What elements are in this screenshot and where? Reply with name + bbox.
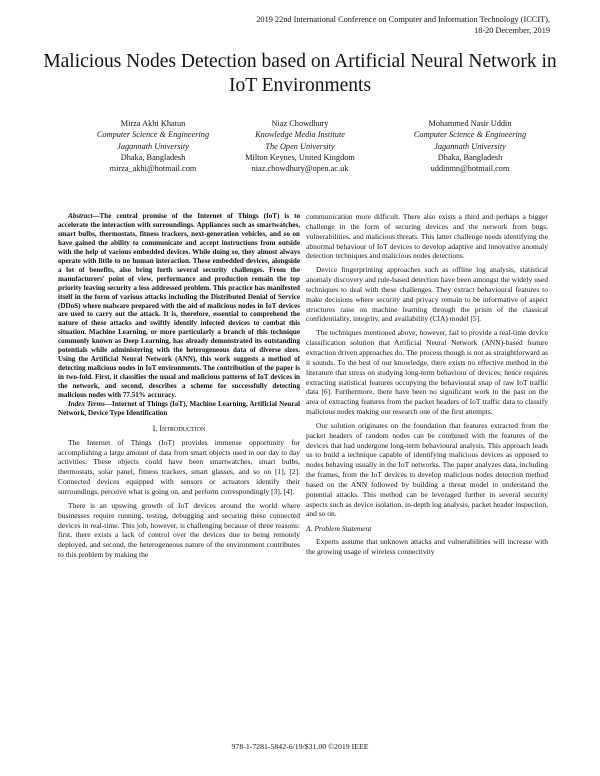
author-city: Dhaka, Bangladesh: [120, 152, 186, 162]
author-email: uddinmn@hotmail.com: [430, 164, 510, 174]
subsection-heading-problem-statement: A. Problem Statement: [306, 524, 372, 534]
abstract-label: Abstract: [68, 212, 93, 220]
paragraph: Our solution originates on the foundation that features extracted from the packet headers of random nodes can be combined with the features of the devices that had undergone long-term behavioural analysis. This approach leads us to build a technique capable of identifying malicious devices as opposed to nodes behaving usually in the IoT networks. The paper analyzes data, including the frames, from the IoT devices to develop malicious nodes detection method based on the ANN followed by building a threat model to understand the potential attacks. This method can be leveraged further in several security aspects such as device isolation, in-depth log analysis, packet header inspection, and so on.: [306, 420, 548, 519]
index-terms: [58, 400, 300, 418]
author-block-3: [380, 118, 560, 174]
paragraph: communication more difficult. There also exists a third and perhaps a bigger challenge in the form of securing devices and the network from bugs, vulnerabilities, and malicious threats. This latter challenge needs identifying the abnormal behaviour of IoT devices to develop adaptive and innovative anomaly detection techniques and malicious nodes detections.: [306, 212, 548, 261]
index-terms-text: —Internet of Things (IoT), Machine Learning, Artificial Neural Network, Device Type Identification: [58, 400, 300, 417]
author-block-2: [225, 118, 375, 174]
abstract: [58, 212, 300, 400]
section-heading-introduction: I. Introduction: [152, 423, 206, 433]
author-email: niaz.chowdhury@open.ac.uk: [251, 164, 349, 174]
paragraph: Device fingerprinting approaches such as offline log analysis, statistical anomaly discovery and rule-based detection have been amongst the widely used techniques to deal with these challenges. They extract behavioural features to make decisions where security and privacy remain to be informative of aspect structures raise on machine learning through the prism of the classical confidentiality, integrity, and availability (CIA) model [5].: [306, 265, 548, 324]
conference-header: 2019 22nd International Conference on Computer and Information Technology (ICCIT), 18-20 December, 2019: [256, 15, 550, 35]
author-name: Niaz Chowdhury: [271, 119, 329, 128]
paragraph: There is an upswing growth of IoT devices around the world where businesses require running, testing, debugging and securing these connected devices in real-time. This job, however, is challenging because of three reasons: first, there exists a lack of control over the devices due to being remotely deployed, and second, the heterogeneous nature of the environment contributes to this problem by making the: [58, 500, 300, 560]
copyright-footer: 978-1-7281-5842-6/19/$31.00 ©2019 IEEE: [231, 742, 369, 751]
author-department: Computer Science & Engineering: [96, 130, 210, 140]
author-department: Computer Science & Engineering: [413, 130, 527, 140]
author-name: Mirza Akhi Khatun: [120, 119, 186, 128]
paragraph: The techniques mentioned above, however, fail to provide a real-time device classification solution that Artificial Neural Network (ANN)-based feature extraction driven approaches do. The process though is not as straightforward as it sounds. To the best of our knowledge, there exists no effective method in the literature that stress on studying long-term behaviour of devices; hence requires extracting statistical features occupying the behavioural snap of raw IoT traffic data [6]. Furthermore, there have been no significant work in the past on the area of extracting features from the packet headers of IoT traffic data to classify malicious nodes making our research one of the first attempts.: [306, 328, 548, 417]
paragraph: The Internet of Things (IoT) provides immense opportunity for accomplishing a large amount of data from smart objects used in our day to day activities. These objects could have been smartwatches, smart bulbs, thermostats, solar panel, fitness trackers, smart glasses, and so on [1], [2]. Connected devices equipped with sensors or actuators identify their surroundings, perceive what is going on, and perform correspondingly [3], [4].: [58, 437, 300, 496]
left-column: [58, 212, 300, 560]
author-name: Mohammed Nasir Uddin: [428, 119, 512, 128]
right-column: [306, 212, 548, 557]
paragraph: Experts assume that unknown attacks and vulnerabilities will increase with the growing usage of wireless connectivity: [306, 537, 548, 556]
author-city: Dhaka, Bangladesh: [437, 152, 503, 162]
author-block-1: [78, 118, 228, 174]
author-organization: Jagannath University: [434, 141, 506, 151]
author-organization: Jagannath University: [117, 141, 189, 151]
abstract-text: —The central promise of the Internet of Things (IoT) is to accelerate the interaction with surroundings. Appliances such as smartwatches, smart bulbs, thermostats, fitness trackers, next-generation vehicles, and so on have gained the ability to communicate and accept instructions from outside with the help of various embedded devices. While doing so, they almost always operate with little to no human interaction. These embedded devices, alongside a lot of benefits, also bring forth several security challenges. From the manufacturers' point of view, performance and production remain the top priority leaving security a less addressed problem. This practice has manifested itself in the form of various attacks including the Distributed Denial of Service (DDoS) where malware prepared with the aid of malicious nodes in IoT devices are used to carry out the attack. It is, therefore, essential to comprehend the nature of these attacks and swiftly identify infected devices to combat this situation. Machine Learning, or more particularly a branch of this technique commonly known as Deep Learning, has already demonstrated its outstanding potentials while administering with the heterogeneous data of diverse sizes. Using the Artificial Neural Network (ANN), this work suggests a method of detecting malicious nodes in IoT environments. The contribution of the paper is in two-fold. First, it classifies the usual and malicious patterns of IoT devices in the network, and second, describes a scheme for successfully detecting malicious nodes with 77.51% accuracy.: [58, 212, 300, 400]
paper-title: Malicious Nodes Detection based on Artificial Neural Network in IoT Environments: [43, 51, 557, 96]
author-organization: The Open University: [265, 141, 335, 151]
index-terms-label: Index Terms: [68, 400, 105, 409]
author-email: mirza_akhi@hotmail.com: [109, 164, 197, 174]
author-department: Knowledge Media Institute: [255, 130, 345, 140]
author-city: Milton Keynes, United Kingdom: [245, 152, 355, 162]
